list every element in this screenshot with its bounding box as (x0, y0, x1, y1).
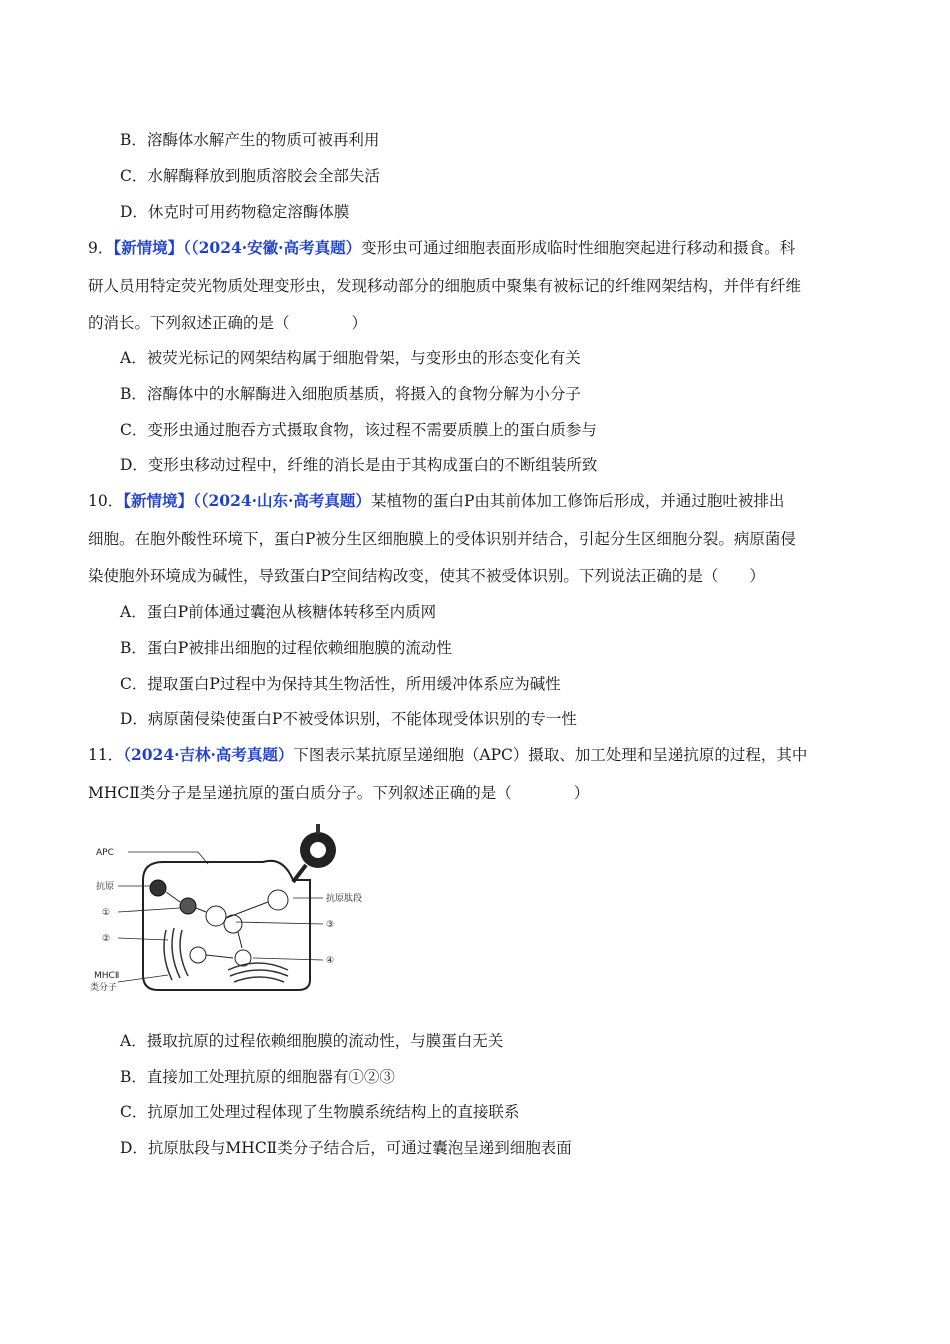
q10-stem-text-1: 某植物的蛋白P由其前体加工修饰后形成，并通过胞吐被排出 (370, 492, 785, 510)
q8-option-c: C．水解酶释放到胞质溶胶会全部失活 (120, 167, 380, 185)
label-antigen: 抗原 (96, 882, 115, 892)
q9-stem-line-1 (88, 238, 795, 258)
q10-stem-line-2: 细胞。在胞外酸性环境下，蛋白P被分生区细胞膜上的受体识别并结合，引起分生区细胞分裂。病原菌侵 (88, 530, 796, 548)
q11-stem-text-1: 下图表示某抗原呈递细胞（APC）摄取、加工处理和呈递抗原的过程，其中 (293, 746, 808, 764)
q10-option-c: C．提取蛋白P过程中为保持其生物活性，所用缓冲体系应为碱性 (120, 675, 561, 693)
apc-diagram (88, 820, 378, 1000)
endoplasmic-reticulum (164, 928, 188, 980)
q11-number: 11． (88, 746, 124, 764)
q11-option-b: B．直接加工处理抗原的细胞器有①②③ (120, 1068, 395, 1086)
q9-option-b: B．溶酶体中的水解酶进入细胞质基质，将摄入的食物分解为小分子 (120, 385, 581, 403)
t-cell-nucleus (310, 842, 326, 858)
q9-stem-line-2: 研人员用特定荧光物质处理变形虫，发现移动部分的细胞质中聚集有被标记的纤维网架结构，并伴有纤维 (88, 277, 802, 295)
q9-option-c: C．变形虫通过胞吞方式摄取食物，该过程不需要质膜上的蛋白质参与 (120, 421, 597, 439)
q8-option-d: D．休克时可用药物稳定溶酶体膜 (120, 203, 350, 221)
golgi-apparatus (228, 963, 288, 982)
label-2: ② (102, 934, 111, 944)
q10-source-tag: （（2024·山东·高考真题） (193, 491, 371, 510)
q9-stem-line-3: 的消长。下列叙述正确的是（ ） (88, 314, 368, 332)
q11-stem-line-2: MHCⅡ类分子是呈递抗原的蛋白质分子。下列叙述正确的是（ ） (88, 784, 590, 802)
q9-option-d: D．变形虫移动过程中，纤维的消长是由于其构成蛋白的不断组装所致 (120, 456, 598, 474)
label-mhc-1: MHCⅡ (94, 971, 120, 981)
label-apc: APC (96, 848, 114, 858)
q10-option-d: D．病原菌侵染使蛋白P不被受体识别，不能体现受体识别的专一性 (120, 710, 577, 728)
label-1: ① (102, 908, 111, 918)
q11-source-tag: （2024·吉林·高考真题） (123, 745, 294, 764)
q11-option-a: A．摄取抗原的过程依赖细胞膜的流动性，与膜蛋白无关 (120, 1032, 504, 1050)
q10-option-a: A．蛋白P前体通过囊泡从核糖体转移至内质网 (120, 603, 437, 621)
label-lines (118, 852, 323, 982)
q11-option-c: C．抗原加工处理过程体现了生物膜系统结构上的直接联系 (120, 1103, 520, 1121)
q8-option-b: B．溶酶体水解产生的物质可被再利用 (120, 131, 380, 149)
q10-number: 10． (88, 492, 124, 510)
label-mhc-2: 类分子 (90, 983, 118, 993)
endosome-1 (180, 898, 196, 914)
q9-option-a: A．被荧光标记的网架结构属于细胞骨架，与变形虫的形态变化有关 (120, 349, 581, 367)
er-vesicle (190, 947, 206, 963)
q9-stem-text-1: 变形虫可通过细胞表面形成临时性细胞突起进行移动和摄食。科 (361, 239, 796, 257)
q10-stem-line-3: 染使胞外环境成为碱性，导致蛋白P空间结构改变，使其不被受体识别。下列说法正确的是（ ） (88, 567, 765, 585)
label-antigen-peptide: 抗原肽段 (326, 894, 363, 904)
antigen-particle (150, 880, 166, 896)
q10-stem-line-1 (88, 491, 784, 511)
t-cell-receptor (316, 824, 320, 834)
q11-option-d: D．抗原肽段与MHCⅡ类分子结合后，可通过囊泡呈递到细胞表面 (120, 1139, 572, 1157)
q9-number: 9． (88, 239, 114, 257)
label-4: ④ (326, 956, 335, 966)
label-3: ③ (326, 920, 335, 930)
mhc-vesicle (268, 890, 288, 910)
q9-source-tag: （（2024·安徽·高考真题） (183, 238, 362, 257)
endosome-2 (206, 906, 226, 926)
q9-tag-new-context: 【新情境】 (113, 238, 184, 257)
q10-tag-new-context: 【新情境】 (123, 491, 193, 510)
q11-stem-line-1 (88, 745, 807, 765)
q10-option-b: B．蛋白P被排出细胞的过程依赖细胞膜的流动性 (120, 639, 452, 657)
